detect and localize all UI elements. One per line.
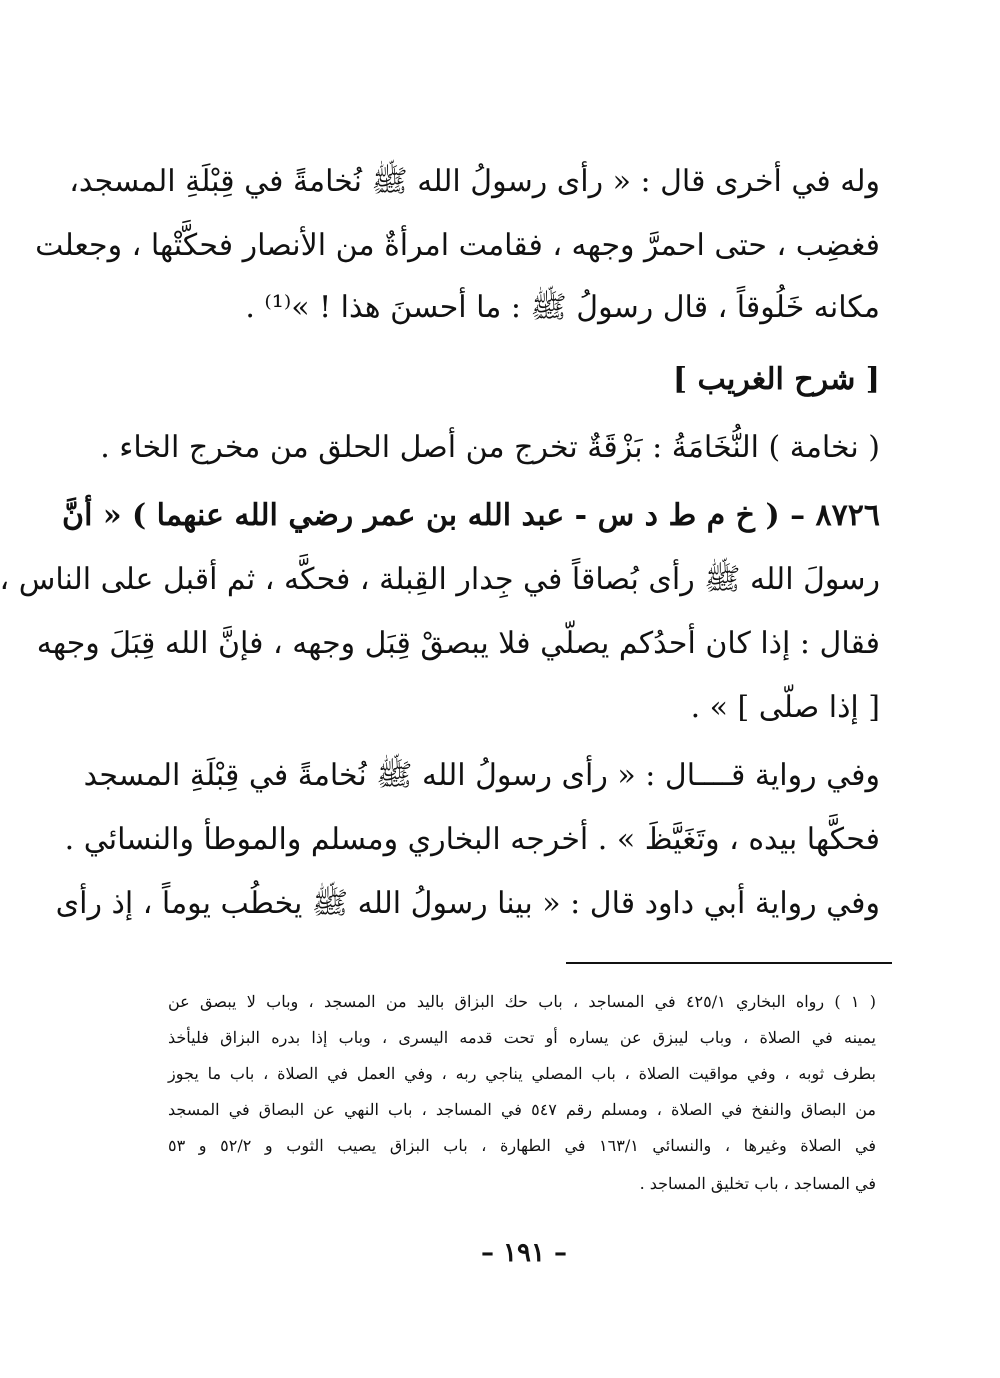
footnote-line-1: ( ١ ) رواه البخاري ٤٢٥/١ في المساجد ، باب حك البزاق باليد من المسجد ، وباب لا يبصق عن [168, 992, 877, 1011]
section-heading-gharib: [ شرح الغريب ] [672, 362, 880, 397]
body-line-2: فغضِب ، حتى احمرَّ وجهه ، فقامت امرأةٌ من الأنصار فحكَّتْها ، وجعلت [35, 228, 880, 263]
footnote-line-6: في المساجد ، باب تخليق المساجد . [639, 1174, 876, 1193]
body-line-3: مكانه خَلُوقاً ، قال رسولُ ﷺ : ما أحسنَ هذا ! »⁽¹⁾ . [245, 290, 880, 325]
page-number: – ١٩١ – [480, 1238, 568, 1268]
body-line-riwaya-1: وفي رواية قــــال : « رأى رسولُ الله ﷺ نُخامةً في قِبْلَةِ المسجد [83, 758, 880, 793]
body-line-1: وله في أخرى قال : « رأى رسولُ الله ﷺ نُخامةً في قِبْلَةِ المسجد، [69, 164, 880, 199]
footnote-divider [566, 962, 892, 964]
hadith-header-8726: ٨٧٢٦ – ( خ م ط د س - عبد الله بن عمر رضي الله عنهما ) « أنَّ [62, 498, 880, 533]
footnote-line-2: يمينه في الصلاة ، وباب ليبزق عن يساره أو تحت قدمه اليسرى ، وباب إذا بدره البزاق فليأخذ [168, 1028, 876, 1047]
body-line-hadith-2: فقال : إذا كان أحدُكم يصلّي فلا يبصقْ قِبَل وجهه ، فإنَّ الله قِبَلَ وجهه [36, 626, 880, 661]
body-line-hadith-3: [ إذا صلّى ] » . [690, 690, 880, 725]
body-line-hadith-1: رسولَ الله ﷺ رأى بُصاقاً في جِدار القِبلة ، فحكَّه ، ثم أقبل على الناس ، [0, 562, 880, 597]
footnote-line-4: من البصاق والنفخ في الصلاة ، ومسلم رقم ٥٤٧ في المساجد ، باب النهي عن البصاق في المسجد [168, 1100, 877, 1119]
footnote-line-3: بطرف ثوبه ، وفي مواقيت الصلاة ، باب المصلي يناجي ربه ، وفي العمل في الصلاة ، باب ما يجوز [168, 1064, 876, 1083]
body-line-riwaya-2: فحكَّها بيده ، وتَغَيَّظَ » . أخرجه البخاري ومسلم والموطأ والنسائي . [64, 822, 880, 857]
body-line-gharib-definition: ( نخامة ) النُّخَامَةُ : بَزْقَةٌ تخرج من أصل الحلق من مخرج الخاء . [100, 430, 880, 465]
footnote-line-5: في الصلاة وغيرها ، والنسائي ١٦٣/١ في الطهارة ، باب البزاق يصيب الثوب و ٥٢/٢ و ٥٣ [168, 1136, 877, 1155]
body-line-riwaya-abudawud: وفي رواية أبي داود قال : « بينا رسولُ الله ﷺ يخطُب يوماً ، إذ رأى [55, 886, 880, 921]
